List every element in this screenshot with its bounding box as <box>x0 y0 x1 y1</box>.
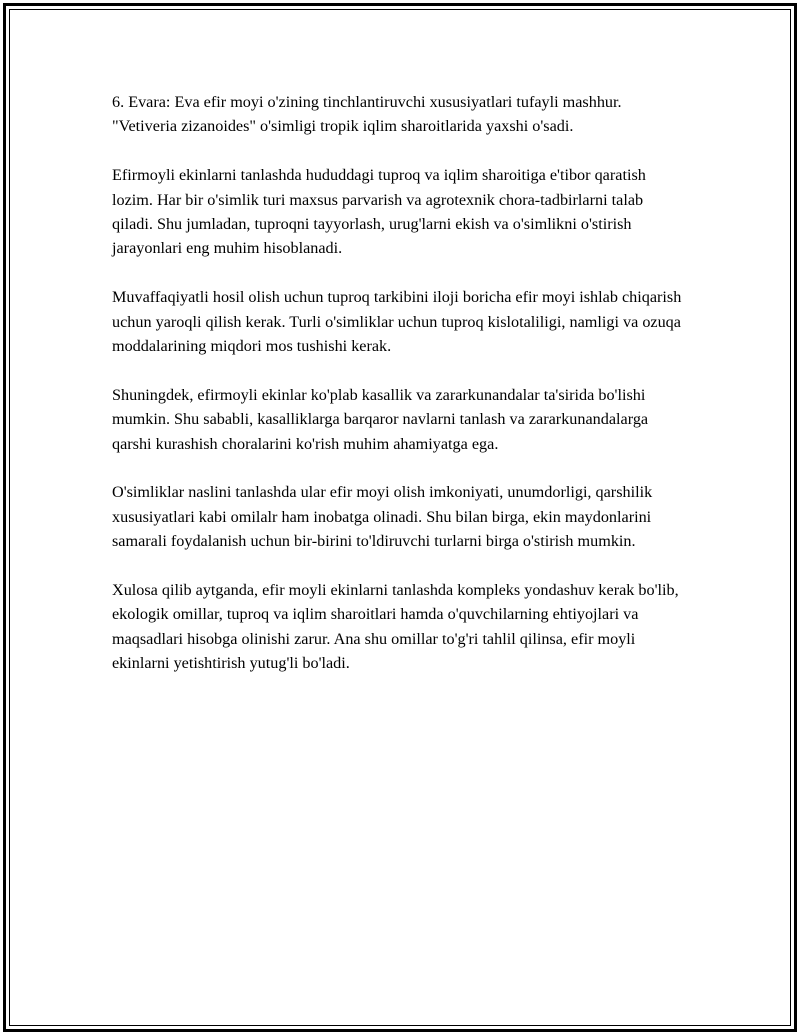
document-body <box>112 90 682 700</box>
paragraph-evara: 6. Evara: Eva efir moyi o'zining tinchlantiruvchi xususiyatlari tufayli mashhur. "Vetiveria zizanoides" o'simligi tropik iqlim sharoitlarida yaxshi o'sadi. <box>112 93 622 136</box>
paragraph-pests-diseases: Shuningdek, efirmoyli ekinlar ko'plab kasallik va zararkunandalar ta'sirida bo'lishi mumkin. Shu sababli, kasalliklarga barqaror navlarni tanlash va zararkunandalarga qarshi kurashish choralarini ko'rish muhim ahamiyatga ega. <box>112 385 649 453</box>
paragraph-soil-climate: Efirmoyli ekinlarni tanlashda hududdagi tuproq va iqlim sharoitiga e'tibor qaratish lozim. Har bir o'simlik turi maxsus parvarish va agrotexnik chora-tadbirlarni talab qiladi. Shu jumladan, tuproqni tayyorlash, urug'larni ekish va o'simlikni o'stirish jarayonlari eng muhim hisoblanadi. <box>112 166 646 258</box>
paragraph-plant-selection: O'simliklar naslini tanlashda ular efir moyi olish imkoniyati, unumdorligi, qarshilik xususiyatlari kabi omilalr ham inobatga olinadi. Shu bilan birga, ekin maydonlarini samarali foydalanish uchun bir-birini to'ldiruvchi turlarni birga o'stirish mumkin. <box>112 483 653 551</box>
paragraph-soil-composition: Muvaffaqiyatli hosil olish uchun tuproq tarkibini iloji boricha efir moyi ishlab chiqarish uchun yaroqli qilish kerak. Turli o'simliklar uchun tuproq kislotaliligi, namligi va ozuqa moddalarining miqdori mos tushishi kerak. <box>112 288 682 356</box>
paragraph-conclusion: Xulosa qilib aytganda, efir moyli ekinlarni tanlashda kompleks yondashuv kerak bo'lib, ekologik omillar, tuproq va iqlim sharoitlari hamda o'quvchilarning ehtiyojlari va maqsadlari hisobga olinishi zarur. Ana shu omillar to'g'ri tahlil qilinsa, efir moyli ekinlarni yetishtirish yutug'li bo'ladi. <box>112 581 679 673</box>
